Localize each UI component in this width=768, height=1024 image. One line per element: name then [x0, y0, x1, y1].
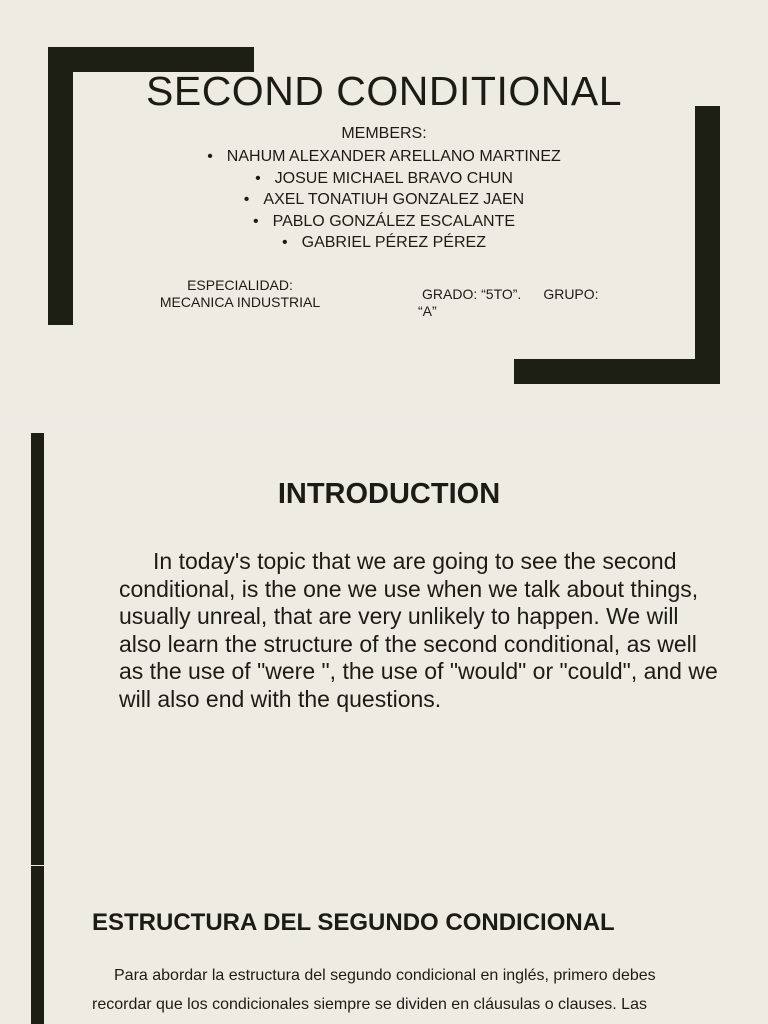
corner-bracket-bottom-right-horizontal	[514, 359, 720, 384]
bullet-icon: •	[255, 169, 261, 187]
list-item	[0, 232, 768, 254]
slide-title: SECOND CONDITIONAL	[146, 68, 622, 114]
left-accent-bar	[31, 866, 44, 1024]
estructura-slide	[0, 866, 768, 1024]
estructura-title: ESTRUCTURA DEL SEGUNDO CONDICIONAL	[92, 909, 615, 936]
member-name: PABLO GONZÁLEZ ESCALANTE	[272, 212, 516, 230]
grupo-value: “A”	[418, 303, 437, 319]
especialidad-block	[150, 277, 330, 311]
especialidad-value: MECANICA INDUSTRIAL	[159, 294, 321, 310]
bullet-icon: •	[252, 212, 259, 230]
list-item	[0, 146, 768, 168]
list-item	[0, 168, 768, 190]
grado-grupo-block	[418, 286, 618, 320]
estructura-text: Para abordar la estructura del segundo condicional en inglés, primero debes recordar que los condicionales siempre se dividen en cláusulas o clauses. Las	[92, 967, 656, 1013]
bullet-icon: •	[207, 148, 213, 165]
grupo-label: GRUPO:	[543, 286, 599, 302]
title-slide	[0, 0, 768, 415]
bullet-icon: •	[243, 191, 250, 208]
member-name: AXEL TONATIUH GONZALEZ JAEN	[263, 191, 525, 208]
list-item	[0, 189, 768, 211]
grado-text: GRADO: “5TO”.	[422, 286, 522, 302]
introduction-text: In today's topic that we are going to see the second conditional, is the one we use when we talk about things, usually unreal, that are very unlikely to happen. We will also learn the structure of the second conditional, as well as the use of "were ", the use of "would" or "could", and we will also end with the questions.	[119, 548, 718, 712]
member-name: GABRIEL PÉREZ PÉREZ	[301, 234, 486, 251]
members-label: MEMBERS:	[341, 125, 427, 142]
members-list	[0, 146, 768, 254]
bullet-icon: •	[282, 234, 288, 251]
introduction-title: INTRODUCTION	[277, 478, 501, 510]
especialidad-label: ESPECIALIDAD:	[187, 277, 293, 293]
member-name: NAHUM ALEXANDER ARELLANO MARTINEZ	[226, 148, 561, 165]
list-item	[0, 211, 768, 233]
member-name: JOSUE MICHAEL BRAVO CHUN	[274, 169, 513, 187]
introduction-slide	[0, 433, 768, 865]
